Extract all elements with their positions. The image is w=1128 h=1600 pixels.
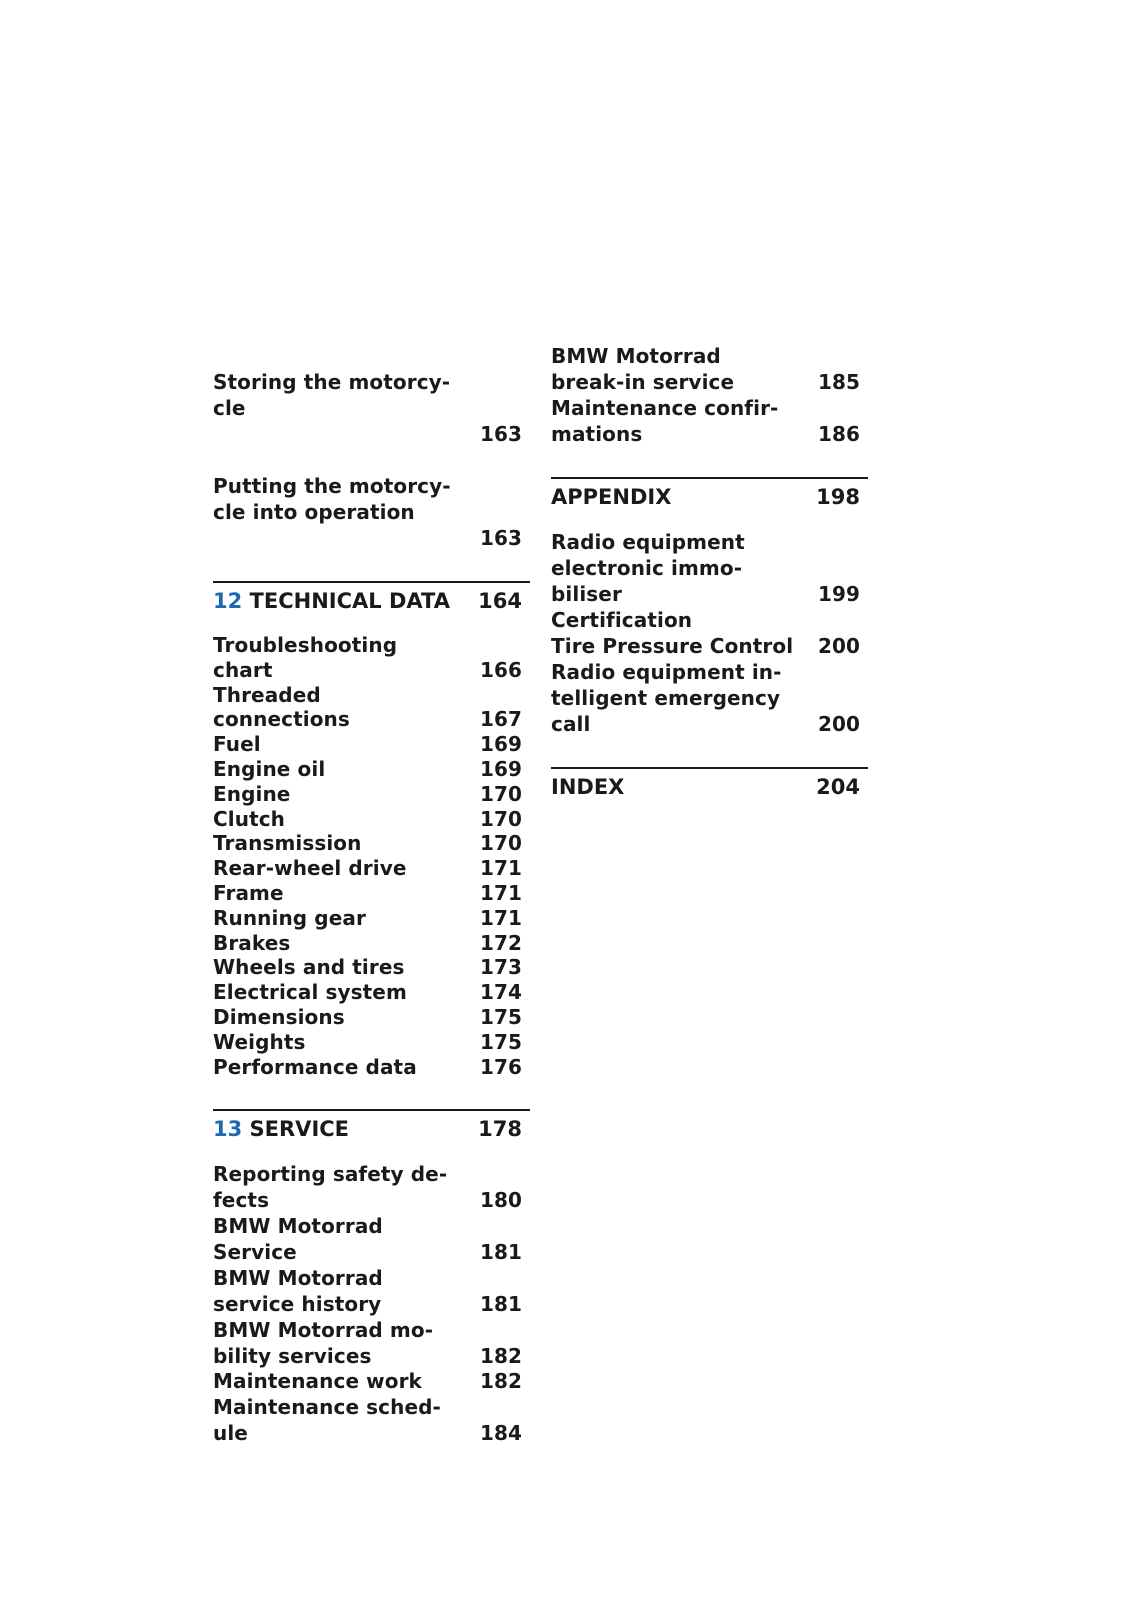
toc-entry-page: 185	[817, 370, 860, 394]
section-page: 178	[478, 1117, 522, 1142]
toc-entry-page: 200	[817, 712, 860, 736]
toc-entry-page: 169	[479, 756, 522, 781]
toc-top-entries-right	[551, 343, 868, 447]
section-heading-technical-data[interactable]	[213, 581, 530, 615]
toc-entry[interactable]	[213, 1265, 530, 1317]
toc-entry[interactable]	[213, 683, 530, 733]
toc-entry-title: Maintenance sched- ule	[213, 1395, 441, 1446]
section-title: TECHNICAL DATA	[249, 589, 450, 613]
toc-entry[interactable]	[213, 955, 530, 980]
toc-entry[interactable]	[213, 1005, 530, 1030]
toc-entry[interactable]	[213, 881, 530, 906]
toc-entry-page: 186	[817, 422, 860, 446]
toc-entry-page: 182	[479, 1369, 522, 1394]
toc-entry-title: Storing the motorcy- cle	[213, 370, 451, 420]
toc-entry-page: 173	[479, 955, 522, 980]
toc-entry-title: Transmission	[213, 831, 362, 856]
toc-entry[interactable]	[213, 931, 530, 956]
toc-right-column	[551, 343, 868, 819]
toc-entry[interactable]	[551, 659, 868, 737]
toc-entry[interactable]	[213, 633, 530, 683]
toc-entry-page: 170	[479, 831, 522, 856]
section-title: INDEX	[551, 775, 625, 799]
toc-entry-title: Performance data	[213, 1054, 417, 1079]
toc-entry-title: Tire Pressure Control	[551, 634, 794, 658]
toc-entry-page: 199	[817, 582, 860, 606]
toc-entry-page: 180	[479, 1188, 522, 1213]
section-title: APPENDIX	[551, 485, 672, 509]
toc-entry-page: 174	[479, 980, 522, 1005]
toc-entry-page: 171	[479, 880, 522, 905]
section-title: SERVICE	[249, 1117, 350, 1142]
section-heading-index[interactable]	[551, 767, 868, 801]
section-page: 204	[816, 775, 860, 799]
toc-entry[interactable]	[213, 906, 530, 931]
toc-entry-title: BMW Motorrad service history	[213, 1266, 383, 1317]
toc-entry-page: 182	[479, 1344, 522, 1369]
section-number: 13	[213, 1117, 243, 1142]
section-heading-appendix[interactable]	[551, 477, 868, 511]
toc-entry-title: Certification	[551, 608, 693, 632]
toc-entry[interactable]	[213, 1213, 530, 1265]
toc-entry-title: Reporting safety de- fects	[213, 1162, 448, 1213]
section-page: 164	[478, 589, 522, 613]
toc-entry-page: 181	[479, 1292, 522, 1317]
toc-entry-title: Threaded connections	[213, 682, 350, 732]
toc-entry-page: 169	[479, 732, 522, 757]
toc-entry-title: Radio equipment electronic immo- biliser	[551, 530, 745, 606]
toc-entry-page: 175	[479, 1029, 522, 1054]
toc-entry-page: 175	[479, 1004, 522, 1029]
toc-entry-title: Fuel	[213, 732, 261, 757]
toc-entry-page: 170	[479, 781, 522, 806]
toc-entry-title: Frame	[213, 880, 284, 905]
toc-entry-page: 163	[479, 526, 522, 550]
toc-entry-page: 166	[479, 657, 522, 682]
toc-entry-title: Troubleshooting chart	[213, 633, 398, 682]
toc-entry-title: Weights	[213, 1029, 306, 1054]
toc-top-entries-left	[213, 343, 530, 551]
toc-entry-title: Dimensions	[213, 1004, 345, 1029]
toc-entry[interactable]	[213, 1161, 530, 1213]
toc-entry-title: Maintenance work	[213, 1369, 422, 1394]
toc-entry-title: Engine	[213, 781, 291, 806]
toc-entry-title: Brakes	[213, 930, 291, 955]
toc-entry[interactable]	[213, 343, 530, 447]
section-entries-service	[213, 1161, 530, 1446]
toc-entry-page: 163	[479, 422, 522, 446]
toc-entry[interactable]	[551, 633, 868, 659]
toc-left-column	[213, 343, 530, 1446]
section-number: 12	[213, 589, 243, 613]
section-page: 198	[816, 485, 860, 509]
toc-entry[interactable]	[213, 807, 530, 832]
toc-entry-title: BMW Motorrad Service	[213, 1214, 383, 1265]
toc-entry-title: Clutch	[213, 806, 286, 831]
toc-entry[interactable]	[213, 980, 530, 1005]
toc-entry[interactable]	[213, 1369, 530, 1394]
section-entries-technical-data	[213, 633, 530, 1079]
toc-entry-page: 181	[479, 1240, 522, 1265]
toc-entry-title: Electrical system	[213, 980, 407, 1005]
toc-entry-title: Engine oil	[213, 756, 326, 781]
toc-entry[interactable]	[213, 1055, 530, 1080]
toc-entry-title: Rear-wheel drive	[213, 856, 407, 881]
toc-entry-page: 200	[817, 634, 860, 658]
toc-entry-title: Wheels and tires	[213, 955, 405, 980]
toc-entry[interactable]	[213, 1317, 530, 1369]
toc-entry-page: 184	[479, 1421, 522, 1446]
toc-entry[interactable]	[213, 831, 530, 856]
toc-entry-page: 167	[479, 707, 522, 732]
toc-entry-page: 170	[479, 806, 522, 831]
toc-entry-title: BMW Motorrad break-in service	[551, 344, 735, 394]
toc-entry[interactable]	[213, 1394, 530, 1446]
toc-entry-page: 172	[479, 930, 522, 955]
section-heading-service[interactable]	[213, 1109, 530, 1143]
toc-entry-page: 171	[479, 856, 522, 881]
toc-entry-page: 171	[479, 905, 522, 930]
toc-entry[interactable]	[551, 395, 868, 447]
toc-entry[interactable]	[213, 782, 530, 807]
section-entries-appendix	[551, 529, 868, 737]
toc-entry-page: 176	[479, 1054, 522, 1079]
toc-entry-title: BMW Motorrad mo- bility services	[213, 1318, 434, 1369]
toc-entry[interactable]	[213, 732, 530, 757]
toc-entry[interactable]	[551, 529, 868, 607]
toc-entry[interactable]	[551, 607, 868, 633]
toc-entry-title: Running gear	[213, 905, 366, 930]
toc-entry[interactable]	[213, 447, 530, 551]
toc-entry[interactable]	[213, 856, 530, 881]
toc-entry[interactable]	[213, 757, 530, 782]
toc-entry-title: Maintenance confir- mations	[551, 396, 779, 446]
toc-entry[interactable]	[551, 343, 868, 395]
toc-entry-title: Radio equipment in- telligent emergency call	[551, 660, 782, 736]
toc-entry-title: Putting the motorcy- cle into operation	[213, 474, 451, 524]
toc-entry[interactable]	[213, 1030, 530, 1055]
